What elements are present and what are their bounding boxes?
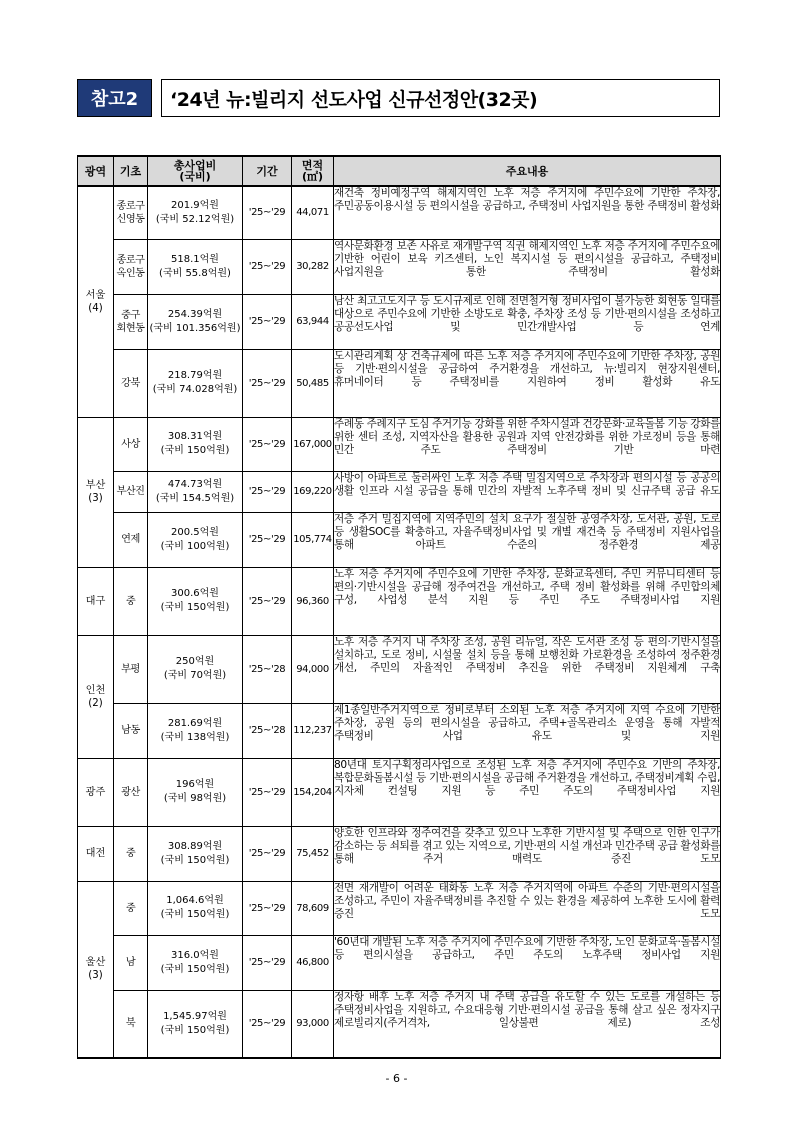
area-cell: 75,452 bbox=[292, 826, 334, 881]
period-cell: '25~'29 bbox=[243, 349, 292, 417]
table-row bbox=[78, 471, 721, 512]
table-row bbox=[78, 567, 721, 635]
col-header-period: 기간 bbox=[243, 156, 292, 186]
period-cell: '25~'29 bbox=[243, 826, 292, 881]
cost-cell: 300.6억원 (국비 150억원) bbox=[148, 567, 243, 635]
district-cell: 북 bbox=[114, 990, 148, 1058]
content-cell: 도시관리계획 상 건축규제에 따른 노후 저층 주거지에 주민수요에 기반한 주차장, 공원 등 기반·편의시설을 공급하여 주거환경을 개선하고, 뉴:빌리지 현장지원센터, 휴머네이터 등 주택정비를 지원하여 정비 활성화 유도 bbox=[334, 349, 721, 417]
content-cell: 남산 최고고도지구 등 도시규제로 인해 전면철거형 정비사업이 불가능한 회현동 일대를 대상으로 주민수요에 기반한 소방도로 확충, 주차장 조성 등 기반·편의시설을 조성하고 공공선도사업 및 민간개발사업 등 연계 bbox=[334, 294, 721, 349]
area-cell: 94,000 bbox=[292, 635, 334, 703]
content-cell: 정자항 배후 노후 저층 주거지 내 주택 공급을 유도할 수 있는 도로를 개설하는 등 주택정비사업을 지원하고, 수요대응형 기반·편의시설 공급을 통해 살고 싶은 정자지구 제로빌리지(주거격차, 일상불편 제로) 조성 bbox=[334, 990, 721, 1058]
area-cell: 46,800 bbox=[292, 935, 334, 990]
cost-cell: 250억원 (국비 70억원) bbox=[148, 635, 243, 703]
content-cell: 제1종일반주거지역으로 정비로부터 소외된 노후 저층 주거지에 지역 수요에 기반한 주차장, 공원 등의 편의시설을 공급하고, 주택+골목관리소 운영을 통해 자발적 주택정비 사업 유도 및 지원 bbox=[334, 703, 721, 758]
district-cell: 강북 bbox=[114, 349, 148, 417]
reference-badge: 참고2 bbox=[77, 79, 152, 117]
area-cell: 167,000 bbox=[292, 417, 334, 471]
period-cell: '25~'29 bbox=[243, 471, 292, 512]
period-cell: '25~'29 bbox=[243, 758, 292, 826]
table-row bbox=[78, 826, 721, 881]
content-cell: 전면 재개발이 어려운 태화동 노후 저층 주거지역에 아파트 수준의 기반·편의시설을 조성하고, 주민이 자율주택정비를 추진할 수 있는 환경을 제공하여 노후한 도시에 활력 증진 도모 bbox=[334, 881, 721, 935]
section-title-bar bbox=[77, 79, 720, 117]
table-row bbox=[78, 294, 721, 349]
region-cell: 대구 bbox=[78, 567, 114, 635]
district-cell: 사상 bbox=[114, 417, 148, 471]
area-cell: 30,282 bbox=[292, 239, 334, 294]
table-body bbox=[78, 186, 721, 1058]
area-cell: 93,000 bbox=[292, 990, 334, 1058]
period-cell: '25~'29 bbox=[243, 239, 292, 294]
table-row bbox=[78, 935, 721, 990]
col-header-district: 기초 bbox=[114, 156, 148, 186]
content-cell: 저층 주거 밀집지역에 지역주민의 설치 요구가 절실한 공영주차장, 도서관, 공원, 도로 등 생활SOC를 확충하고, 자율주택정비사업 및 개별 재건축 등 주택정비 지원사업을 통해 아파트 수준의 정주환경 제공 bbox=[334, 512, 721, 567]
content-cell: 노후 저층 주거지에 주민수요에 기반한 주차장, 문화교육센터, 주민 커뮤니티센터 등 편의·기반시설을 공급해 정주여건을 개선하고, 주택 정비 활성화를 위해 주민합의체 구성, 사업성 분석 지원 등 주민 주도 주택정비사업 지원 bbox=[334, 567, 721, 635]
district-cell: 남동 bbox=[114, 703, 148, 758]
region-cell: 울산 (3) bbox=[78, 881, 114, 1058]
table-row bbox=[78, 417, 721, 471]
period-cell: '25~'29 bbox=[243, 512, 292, 567]
cost-cell: 281.69억원 (국비 138억원) bbox=[148, 703, 243, 758]
district-cell: 부평 bbox=[114, 635, 148, 703]
district-cell: 부산진 bbox=[114, 471, 148, 512]
cost-cell: 196억원 (국비 98억원) bbox=[148, 758, 243, 826]
district-cell: 중 bbox=[114, 567, 148, 635]
content-cell: 양호한 인프라와 정주여건을 갖추고 있으나 노후한 기반시설 및 주택으로 인한 인구가 감소하는 등 쇠퇴를 겪고 있는 지역으로, 기반·편의 시설 개선과 민간주택 공급 활성화를 통해 주거 매력도 증진 도모 bbox=[334, 826, 721, 881]
period-cell: '25~'29 bbox=[243, 990, 292, 1058]
district-cell: 남 bbox=[114, 935, 148, 990]
col-header-cost: 총사업비 (국비) bbox=[148, 156, 243, 186]
page-title: ‘24년 뉴:빌리지 선도사업 신규선정안(32곳) bbox=[161, 79, 720, 117]
area-cell: 78,609 bbox=[292, 881, 334, 935]
period-cell: '25~'29 bbox=[243, 935, 292, 990]
area-cell: 50,485 bbox=[292, 349, 334, 417]
content-cell: '60년대 개발된 노후 저층 주거지에 주민수요에 기반한 주차장, 노인 문화교육·돌봄시설 등 편의시설을 공급하고, 주민 주도의 노후주택 정비사업 지원 bbox=[334, 935, 721, 990]
cost-cell: 1,064.6억원 (국비 150억원) bbox=[148, 881, 243, 935]
content-cell: 노후 저층 주거지 내 주차장 조성, 공원 리뉴얼, 작은 도서관 조성 등 편의·기반시설을 설치하고, 도로 정비, 시설물 설치 등을 통해 보행친화 가로환경을 조성하여 정주환경 개선, 주민의 자율적인 주택정비 추진을 위한 주택정비 지원체계 구축 bbox=[334, 635, 721, 703]
area-cell: 105,774 bbox=[292, 512, 334, 567]
table-row bbox=[78, 186, 721, 239]
region-cell: 대전 bbox=[78, 826, 114, 881]
table-row bbox=[78, 758, 721, 826]
cost-cell: 201.9억원 (국비 52.12억원) bbox=[148, 186, 243, 239]
project-table bbox=[77, 155, 721, 1059]
content-cell: 사방이 아파트로 둘러싸인 노후 저층 주택 밀집지역으로 주차장과 편의시설 등 공공의 생활 인프라 시설 공급을 통해 민간의 자발적 노후주택 정비 및 신규주택 공급 유도 bbox=[334, 471, 721, 512]
period-cell: '25~'29 bbox=[243, 881, 292, 935]
cost-cell: 200.5억원 (국비 100억원) bbox=[148, 512, 243, 567]
cost-cell: 474.73억원 (국비 154.5억원) bbox=[148, 471, 243, 512]
region-cell: 광주 bbox=[78, 758, 114, 826]
table-row bbox=[78, 512, 721, 567]
content-cell: 재건축 정비예정구역 해제지역인 노후 저층 주거지에 주민수요에 기반한 주차장, 주민공동이용시설 등 편의시설을 공급하고, 주택정비 사업지원을 통한 주택정비 활성화 bbox=[334, 186, 721, 239]
period-cell: '25~'29 bbox=[243, 417, 292, 471]
table-row bbox=[78, 239, 721, 294]
period-cell: '25~'28 bbox=[243, 635, 292, 703]
table-row bbox=[78, 635, 721, 703]
table-row bbox=[78, 703, 721, 758]
cost-cell: 308.89억원 (국비 150억원) bbox=[148, 826, 243, 881]
period-cell: '25~'29 bbox=[243, 186, 292, 239]
content-cell: 80년대 토지구획정리사업으로 조성된 노후 저층 주거지에 주민수요 기반의 주차장, 복합문화돌봄시설 등 기반·편의시설을 공급해 주거환경을 개선하고, 주택정비계획 수립, 지자체 컨설팅 지원 등 주민 주도의 주택정비사업 지원 bbox=[334, 758, 721, 826]
period-cell: '25~'29 bbox=[243, 294, 292, 349]
cost-cell: 316.0억원 (국비 150억원) bbox=[148, 935, 243, 990]
area-cell: 44,071 bbox=[292, 186, 334, 239]
district-cell: 연제 bbox=[114, 512, 148, 567]
content-cell: 역사문화환경 보존 사유로 재개발구역 직권 해제지역인 노후 저층 주거지에 주민수요에 기반한 어린이 보육 키즈센터, 노인 복지시설 등 편의시설을 공급하고, 주택정비 사업지원을 통한 주택정비 활성화 bbox=[334, 239, 721, 294]
district-cell: 광산 bbox=[114, 758, 148, 826]
cost-cell: 218.79억원 (국비 74.028억원) bbox=[148, 349, 243, 417]
period-cell: '25~'28 bbox=[243, 703, 292, 758]
area-cell: 169,220 bbox=[292, 471, 334, 512]
period-cell: '25~'29 bbox=[243, 567, 292, 635]
district-cell: 종로구 옥인동 bbox=[114, 239, 148, 294]
table-row bbox=[78, 881, 721, 935]
district-cell: 중구 회현동 bbox=[114, 294, 148, 349]
cost-cell: 254.39억원 (국비 101.356억원) bbox=[148, 294, 243, 349]
area-cell: 154,204 bbox=[292, 758, 334, 826]
area-cell: 96,360 bbox=[292, 567, 334, 635]
table-row bbox=[78, 990, 721, 1058]
region-cell: 서울 (4) bbox=[78, 186, 114, 417]
area-cell: 63,944 bbox=[292, 294, 334, 349]
col-header-area: 면적 (㎡) bbox=[292, 156, 334, 186]
col-header-content: 주요내용 bbox=[334, 156, 721, 186]
col-header-region: 광역 bbox=[78, 156, 114, 186]
region-cell: 부산 (3) bbox=[78, 417, 114, 567]
table-row bbox=[78, 349, 721, 417]
content-cell: 주례동 주례지구 도심 주거기능 강화를 위한 주차시설과 건강문화·교육돌봄 기능 강화를 위한 센터 조성, 지역자산을 활용한 공원과 지역 안전강화를 위한 가로정비 등을 통해 민간 주도 주택정비 기반 마련 bbox=[334, 417, 721, 471]
cost-cell: 1,545.97억원 (국비 150억원) bbox=[148, 990, 243, 1058]
page-number: - 6 - bbox=[385, 1072, 408, 1085]
cost-cell: 308.31억원 (국비 150억원) bbox=[148, 417, 243, 471]
district-cell: 중 bbox=[114, 881, 148, 935]
area-cell: 112,237 bbox=[292, 703, 334, 758]
district-cell: 중 bbox=[114, 826, 148, 881]
cost-cell: 518.1억원 (국비 55.8억원) bbox=[148, 239, 243, 294]
region-cell: 인천 (2) bbox=[78, 635, 114, 758]
table-header-row bbox=[78, 156, 721, 186]
district-cell: 종로구 신영동 bbox=[114, 186, 148, 239]
